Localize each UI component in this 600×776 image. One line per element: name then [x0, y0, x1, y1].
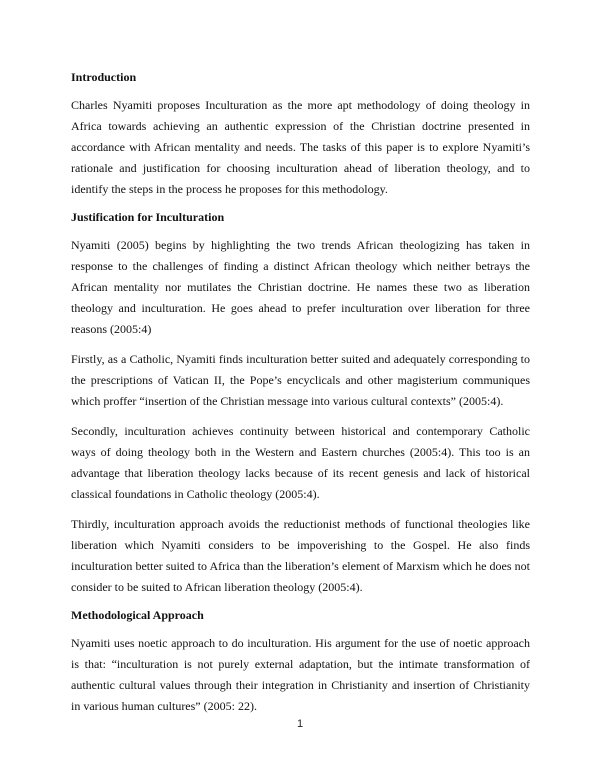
- heading-justification: Justification for Inculturation: [71, 210, 225, 224]
- paragraph-noetic-approach: Nyamiti uses noetic approach to do inculturation. His argument for the use of noetic approach is that: “inculturation is not purely external adaptation, but the intimate transformation of authentic cultural values through their integration in Christianity and insertion of Christianity in various human cultures” (2005: 22).: [71, 636, 530, 713]
- heading-introduction: Introduction: [71, 70, 137, 84]
- heading-methodological-approach: Methodological Approach: [71, 608, 204, 622]
- document-page: [71, 69, 530, 717]
- paragraph-trends: Nyamiti (2005) begins by highlighting the two trends African theologizing has taken in response to the challenges of finding a distinct African theology which neither betrays the African mentality nor mutilates the Christian doctrine. He names these two as liberation theology and inculturation. He goes ahead to prefer inculturation over liberation for three reasons (2005:4): [71, 238, 530, 336]
- page-number: 1: [296, 718, 304, 730]
- paragraph-secondly: Secondly, inculturation achieves continuity between historical and contemporary Catholic ways of doing theology both in the Western and Eastern churches (2005:4). This too is an advantage that liberation theology lacks because of its recent genesis and lack of historical classical foundations in Catholic theology (2005:4).: [71, 424, 530, 501]
- paragraph-thirdly: Thirdly, inculturation approach avoids the reductionist methods of functional theologies like liberation which Nyamiti considers to be impoverishing to the Gospel. He also finds inculturation better suited to Africa than the liberation’s element of Marxism which he does not consider to be suited to African liberation theology (2005:4).: [71, 517, 530, 594]
- paragraph-introduction: Charles Nyamiti proposes Inculturation as the more apt methodology of doing theology in Africa towards achieving an authentic expression of the Christian doctrine presented in accordance with African mentality and needs. The tasks of this paper is to explore Nyamiti’s rationale and justification for choosing inculturation ahead of liberation theology, and to identify the steps in the process he proposes for this methodology.: [71, 98, 530, 196]
- paragraph-firstly: Firstly, as a Catholic, Nyamiti finds inculturation better suited and adequately corresponding to the prescriptions of Vatican II, the Pope’s encyclicals and other magisterium communiques which proffer “insertion of the Christian message into various cultural contexts” (2005:4).: [71, 352, 530, 408]
